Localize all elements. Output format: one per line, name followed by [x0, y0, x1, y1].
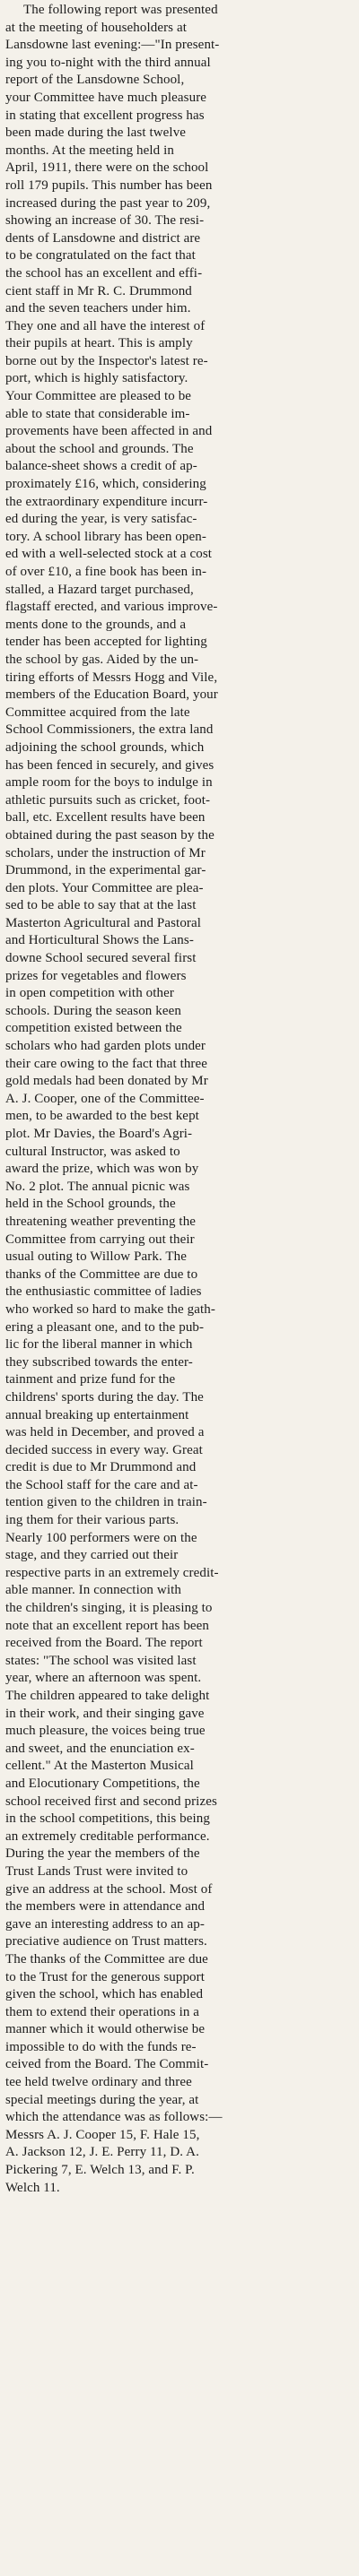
article-line: respective parts in an extremely credit-	[5, 1565, 219, 1580]
article-line: Committee acquired from the late	[5, 705, 190, 720]
article-line: A. J. Cooper, one of the Committee-	[5, 1091, 205, 1106]
article-line: give an address at the school. Most of	[5, 1881, 213, 1897]
article-line: School Commissioners, the extra land	[5, 722, 214, 738]
article-line: in the school competitions, this being	[5, 1811, 210, 1827]
article-line: which the attendance was as follows:—	[5, 2110, 223, 2125]
article-line: tiring efforts of Messrs Hogg and Vile,	[5, 670, 218, 685]
article-line: childrens' sports during the day. The	[5, 1389, 204, 1405]
article-line: months. At the meeting held in	[5, 143, 174, 158]
article-line: sed to be able to say that at the last	[5, 898, 197, 913]
article-line: at the meeting of householders at	[5, 20, 187, 35]
article-line: about the school and grounds. The	[5, 441, 194, 456]
article-line: has been fenced in securely, and gives	[5, 757, 215, 773]
article-line: ering a pleasant one, and to the pub-	[5, 1319, 205, 1335]
article-line: borne out by the Inspector's latest re-	[5, 353, 208, 368]
article-line: April, 1911, there were on the school	[5, 160, 209, 176]
article-line: Messrs A. J. Cooper 15, F. Hale 15,	[5, 2127, 200, 2142]
article-line: their care owing to the fact that three	[5, 1056, 208, 1071]
article-line: Trust Lands Trust were invited to	[5, 1863, 188, 1879]
article-line: cient staff in Mr R. C. Drummond	[5, 283, 192, 298]
article-line: ceived from the Board. The Commit-	[5, 2057, 209, 2072]
article-line: den plots. Your Committee are plea-	[5, 880, 204, 895]
article-line: able manner. In connection with	[5, 1583, 181, 1598]
article-line: stage, and they carried out their	[5, 1548, 179, 1563]
article-line: held in the School grounds, the	[5, 1197, 176, 1212]
article-line: and Horticultural Shows the Lans-	[5, 933, 194, 948]
article-line: and the seven teachers under him.	[5, 301, 191, 316]
article-line: decided success in every way. Great	[5, 1442, 203, 1457]
article-line: flagstaff erected, and various improve-	[5, 600, 218, 615]
article-line: thanks of the Committee are due to	[5, 1266, 198, 1282]
article-line: in open competition with other	[5, 986, 174, 1001]
article-line: The children appeared to take delight	[5, 1689, 210, 1703]
article-line: ed with a well-selected stock at a cost	[5, 547, 213, 562]
article-line: dents of Lansdowne and district are	[5, 230, 201, 246]
article-line: was held in December, and proved a	[5, 1425, 205, 1440]
article-line: annual breaking up entertainment	[5, 1407, 189, 1422]
article-line: tention given to the children in train-	[5, 1495, 207, 1510]
article-line: an extremely creditable performance.	[5, 1828, 210, 1844]
article-line: adjoining the school grounds, which	[5, 739, 205, 755]
article-line: threatening weather preventing the	[5, 1214, 197, 1229]
article-line: they subscribed towards the enter-	[5, 1354, 193, 1370]
article-line: Welch 11.	[5, 2180, 60, 2195]
article-line: Nearly 100 performers were on the	[5, 1530, 197, 1545]
article-line: Your Committee are pleased to be	[5, 389, 192, 404]
article-line: preciative audience on Trust matters.	[5, 1934, 207, 1949]
article-line: to the Trust for the generous support	[5, 1969, 206, 1984]
article-line: gave an interesting address to an ap-	[5, 1916, 205, 1932]
article-line: the School staff for the care and at-	[5, 1477, 198, 1492]
article-line: scholars, under the instruction of Mr	[5, 845, 206, 860]
article-line: credit is due to Mr Drummond and	[5, 1460, 197, 1475]
article-line: ments done to the grounds, and a	[5, 617, 187, 632]
article-line: proximately £16, which, considering	[5, 477, 206, 492]
article-line: received from the Board. The report	[5, 1636, 203, 1651]
article-line: given the school, which has enabled	[5, 1987, 204, 2002]
article-line: report of the Lansdowne School,	[5, 73, 185, 88]
article-line: award the prize, which was won by	[5, 1162, 199, 1177]
article-line: to be congratulated on the fact that	[5, 248, 196, 264]
article-line: ample room for the boys to indulge in	[5, 775, 213, 791]
article-line: No. 2 plot. The annual picnic was	[5, 1179, 190, 1194]
article-line: showing an increase of 30. The resi-	[5, 213, 205, 229]
article-line: During the year the members of the	[5, 1846, 200, 1862]
article-line: much pleasure, the voices being true	[5, 1724, 206, 1739]
article-line: tainment and prize fund for the	[5, 1372, 176, 1387]
article-line: They one and all have the interest of	[5, 318, 206, 333]
article-line: manner which it would otherwise be	[5, 2022, 206, 2037]
article-line: competition existed between the	[5, 1021, 182, 1036]
article-line: the children's singing, it is pleasing to	[5, 1601, 213, 1616]
article-line: members of the Education Board, your	[5, 687, 218, 703]
article-line: ing you to-night with the third annual	[5, 55, 211, 70]
article-line: ed during the year, is very satisfac-	[5, 512, 197, 527]
article-line: cellent." At the Masterton Musical	[5, 1759, 194, 1774]
article-line: Pickering 7, E. Welch 13, and F. P.	[5, 2163, 195, 2178]
article-line: tee held twelve ordinary and three	[5, 2075, 192, 2090]
article-line: ball, etc. Excellent results have been	[5, 810, 206, 826]
article-line: Lansdowne last evening:—"In present-	[5, 38, 220, 53]
article-line: your Committee have much pleasure	[5, 90, 207, 105]
article-line: port, which is highly satisfactory.	[5, 371, 188, 386]
article-line: in stating that excellent progress has	[5, 108, 205, 123]
article-line: the school has an excellent and effi-	[5, 265, 203, 281]
article-line: who worked so hard to make the gath-	[5, 1301, 215, 1317]
article-line: school received first and second prizes	[5, 1794, 217, 1809]
article-line: impossible to do with the funds re-	[5, 2039, 197, 2054]
article-column	[5, 2, 354, 2197]
article-line: in their work, and their singing gave	[5, 1706, 205, 1721]
article-line: A. Jackson 12, J. E. Perry 11, D. A.	[5, 2145, 199, 2160]
article-line: lic for the liberal manner in which	[5, 1337, 193, 1353]
article-line: ing them for their various parts.	[5, 1513, 180, 1528]
article-line: tender has been accepted for lighting	[5, 635, 207, 650]
article-line: prizes for vegetables and flowers	[5, 968, 187, 983]
article-line: been made during the last twelve	[5, 125, 187, 141]
article-line: the members were in attendance and	[5, 1899, 206, 1915]
article-line: note that an excellent report has been	[5, 1618, 210, 1633]
article-line: athletic pursuits such as cricket, foot-	[5, 792, 211, 808]
article-line: them to extend their operations in a	[5, 2004, 200, 2019]
article-line: balance-sheet shows a credit of ap-	[5, 459, 197, 474]
article-line: Masterton Agricultural and Pastoral	[5, 915, 202, 930]
article-line: and sweet, and the enunciation ex-	[5, 1741, 195, 1756]
article-line: gold medals had been donated by Mr	[5, 1074, 208, 1089]
article-line: scholars who had garden plots under	[5, 1039, 206, 1054]
article-line: year, where an afternoon was spent.	[5, 1671, 202, 1686]
article-line: cultural Instructor, was asked to	[5, 1144, 180, 1159]
article-line: their pupils at heart. This is amply	[5, 336, 193, 351]
article-line: the school by gas. Aided by the un-	[5, 652, 199, 667]
article-line: provements have been affected in and	[5, 424, 213, 439]
article-line: obtained during the past season by the	[5, 827, 215, 843]
article-line: plot. Mr Davies, the Board's Agri-	[5, 1127, 193, 1141]
article-line: able to state that considerable im-	[5, 406, 190, 421]
article-line: the extraordinary expenditure incurr-	[5, 494, 208, 509]
article-line: Committee from carrying out their	[5, 1232, 195, 1247]
article-line: usual outing to Willow Park. The	[5, 1249, 188, 1265]
article-line: The thanks of the Committee are due	[5, 1951, 208, 1967]
article-line: the enthusiastic committee of ladies	[5, 1284, 202, 1300]
article-line: downe School secured several first	[5, 951, 197, 966]
article-line: special meetings during the year, at	[5, 2092, 199, 2107]
article-line: men, to be awarded to the best kept	[5, 1109, 199, 1124]
article-line: stalled, a Hazard target purchased,	[5, 582, 194, 597]
article-line: tory. A school library has been open-	[5, 529, 206, 544]
article-line: increased during the past year to 209,	[5, 195, 211, 211]
article-line: The following report was presented	[23, 3, 218, 17]
article-line: and Elocutionary Competitions, the	[5, 1776, 200, 1791]
article-line: Drummond, in the experimental gar-	[5, 863, 206, 878]
article-line: schools. During the season keen	[5, 1003, 181, 1018]
article-line: states: "The school was visited last	[5, 1653, 197, 1668]
article-line: roll 179 pupils. This number has been	[5, 177, 213, 193]
article-line: of over £10, a fine book has been in-	[5, 565, 207, 579]
